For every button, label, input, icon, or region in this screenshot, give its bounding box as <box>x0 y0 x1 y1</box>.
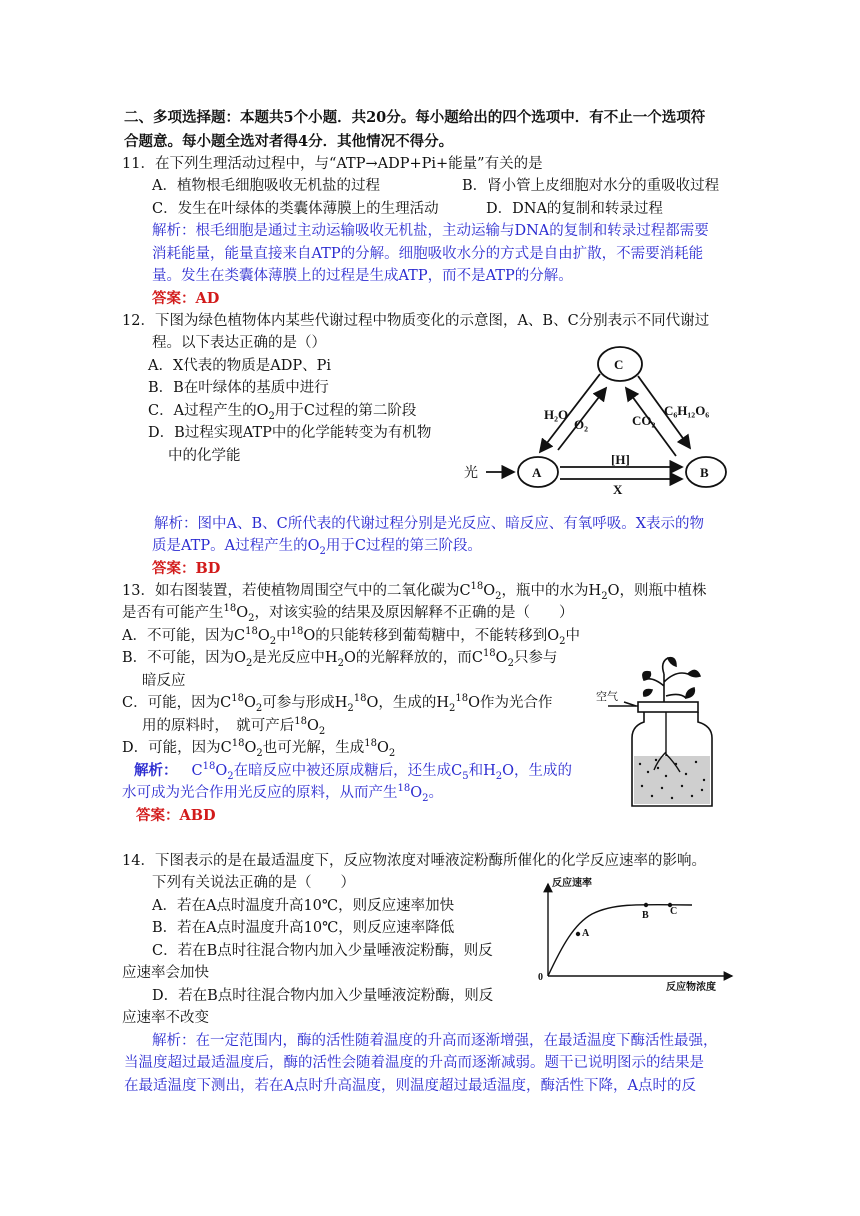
q14-rate-graph <box>532 874 742 994</box>
q14-analysis-line3: 在最适温度下测出，若在A点时升高温度，则温度超过最适温度，酶活性下降，A点时的反 <box>124 1078 696 1094</box>
glucose-label: C₆H₁₂O₆ <box>664 403 710 418</box>
q14-stem-line1: 14．下图表示的是在最适温度下，反应物浓度对唾液淀粉酶所催化的化学反应速率的影响。 <box>122 853 706 869</box>
x-axis-label: 反应物浓度 <box>666 982 716 993</box>
q11-answer: 答案：AD <box>152 290 220 307</box>
q13-option-c-line2: 用的原料时， 就可产后$^{18}O_2$ <box>142 716 326 737</box>
q12-stem-line2: 程。以下表达正确的是（） <box>152 335 326 351</box>
point-a-label: A <box>582 928 590 939</box>
q14-option-c-line1: C．若在B点时往混合物内加入少量唾液淀粉酶，则反 <box>152 943 493 959</box>
node-c-label: C <box>614 357 624 372</box>
q12-answer: 答案：BD <box>152 560 221 577</box>
plant-leaves <box>643 658 700 698</box>
o2-label: O₂ <box>574 417 589 432</box>
q13-option-b-line1: B．不可能，因为$O_2$是光反应中$H_2O$的光解释放的，而$C^{18}O_2$只参与 <box>122 648 558 669</box>
air-label: 空气 <box>596 691 618 703</box>
q13-answer: 答案：ABD <box>136 807 216 824</box>
q12-option-c: C．A过程产生的$O_2$用于C过程的第二阶段 <box>148 403 417 422</box>
q11-analysis-line2: 消耗能量，能量直接来自ATP的分解。细胞吸收水分的方式是自由扩散，不需要消耗能 <box>152 246 704 262</box>
node-b-label: B <box>700 465 709 480</box>
q13-option-b-line2: 暗反应 <box>142 673 186 689</box>
q12-option-d-line2: 中的化学能 <box>168 448 241 464</box>
light-label: 光 <box>464 466 478 481</box>
q13-stem-line1: 13．如右图装置，若使植物周围空气中的二氧化碳为$C^{18}O_2$，瓶中的水为$H_2O$，则瓶中植株 <box>122 581 707 602</box>
q11-option-c: C．发生在叶绿体的类囊体薄膜上的生理活动 <box>152 201 439 217</box>
h-label: [H] <box>611 452 630 467</box>
q14-option-a: A．若在A点时温度升高10℃，则反应速率加快 <box>152 898 455 914</box>
section-heading-line1: 二、多项选择题：本题共5个小题．共20分。每小题给出的四个选项中．有不止一个选项符 <box>124 109 706 126</box>
x-label: X <box>613 482 623 497</box>
q13-stem-line2: 是否有可能产生$^{18}O_2$，对该实验的结果及原因解释不正确的是（ ） <box>122 603 574 624</box>
q12-stem-line1: 12．下图为绿色植物体内某些代谢过程中物质变化的示意图，A、B、C分别表示不同代谢过 <box>122 313 710 329</box>
q12-analysis-line1: 解析：图中A、B、C所代表的代谢过程分别是光反应、暗反应、有氧呼吸。X表示的物 <box>154 516 705 532</box>
q11-stem: 11．在下列生理活动过程中，与“ATP→ADP+Pi+能量”有关的是 <box>122 156 543 172</box>
q13-analysis-line2: 水可成为光合作用光反应的原料，从而产生$^{18}O_2$。 <box>122 783 443 804</box>
q11-option-b: B．肾小管上皮细胞对水分的重吸收过程 <box>462 178 720 194</box>
q12-analysis-line2: 质是ATP。A过程产生的$O_2$用于C过程的第三阶段。 <box>152 538 482 557</box>
point-c-label: C <box>670 906 678 917</box>
q14-analysis-line1: 解析：在一定范围内，酶的活性随着温度的升高而逐渐增强，在最适温度下酶活性最强， <box>152 1033 718 1049</box>
q13-option-d: D．可能，因为$C^{18}O_2$也可光解，生成$^{18}O_2$ <box>122 738 396 759</box>
point-a <box>576 932 580 936</box>
section-heading-line2: 合题意。每小题全选对者得4分．其他情况不得分。 <box>124 133 454 150</box>
point-b <box>644 903 648 907</box>
q13-analysis-line1: 解析： $C^{18}O_2$在暗反应中被还原成糖后，还生成$C_5$和$H_2O$，生成的 <box>134 761 572 782</box>
q12-option-b: B．B在叶绿体的基质中进行 <box>148 380 329 396</box>
point-b-label: B <box>642 910 649 921</box>
q14-option-d-line2: 应速率不改变 <box>122 1010 209 1026</box>
jar-soil <box>634 756 710 804</box>
q11-option-a: A．植物根毛细胞吸收无机盐的过程 <box>152 178 380 194</box>
co2-label: CO₂ <box>632 413 656 428</box>
q12-metabolism-diagram <box>458 340 748 500</box>
q14-option-b: B．若在A点时温度升高10℃，则反应速率降低 <box>152 920 455 936</box>
q14-analysis-line2: 当温度超过最适温度后，酶的活性会随着温度的升高而逐渐减弱。题干已说明图示的结果是 <box>124 1055 704 1071</box>
plant-stem <box>644 658 688 702</box>
jar-stopper <box>638 702 698 712</box>
node-a-label: A <box>532 465 542 480</box>
q13-option-c-line1: C．可能，因为$C^{18}O_2$可参与形成$H_2^{18}O$，生成的$H_2^{18}O$作为光合作 <box>122 693 553 714</box>
q11-analysis-line1: 解析：根毛细胞是通过主动运输吸收无机盐，主动运输与DNA的复制和转录过程都需要 <box>152 223 709 239</box>
q12-option-d-line1: D．B过程实现ATP中的化学能转变为有机物 <box>148 425 432 441</box>
q13-plant-jar-illustration <box>596 656 724 812</box>
q11-option-d: D．DNA的复制和转录过程 <box>486 201 663 217</box>
q14-option-c-line2: 应速率会加快 <box>122 965 209 981</box>
origin-label: 0 <box>538 972 543 983</box>
h2o-label: H₂O <box>544 407 569 422</box>
q14-option-d-line1: D．若在B点时往混合物内加入少量唾液淀粉酶，则反 <box>152 988 494 1004</box>
q14-stem-line2: 下列有关说法正确的是（ ） <box>152 875 355 891</box>
q11-analysis-line3: 量。发生在类囊体薄膜上的过程是生成ATP，而不是ATP的分解。 <box>152 268 573 284</box>
q12-option-a: A．X代表的物质是ADP、Pi <box>148 358 332 374</box>
q13-option-a: A．不可能，因为$C^{18}O_2$中$^{18}$O的只能转移到葡萄糖中，不能转移到$O_2$中 <box>122 626 580 647</box>
y-axis-label: 反应速率 <box>552 878 592 889</box>
